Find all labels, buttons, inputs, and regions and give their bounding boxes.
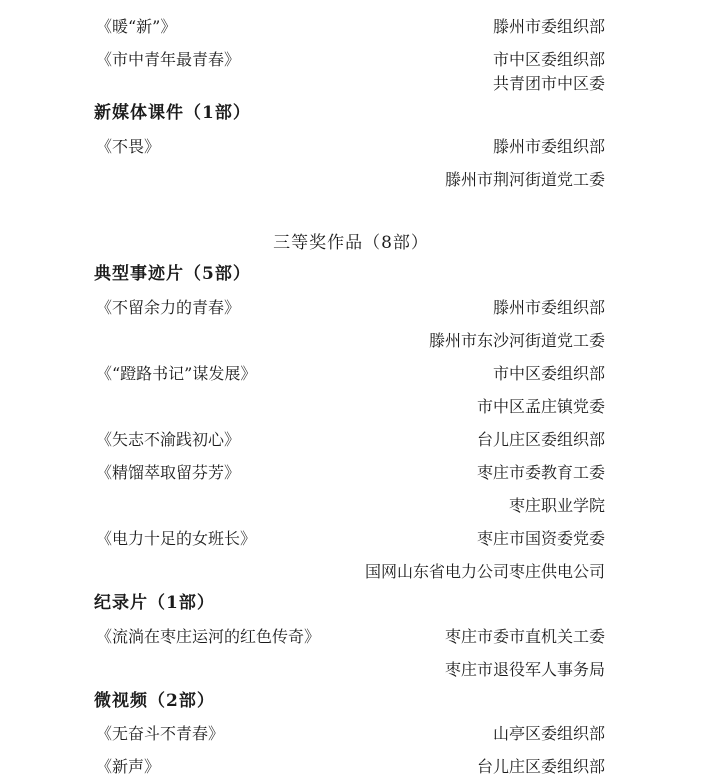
organization: 枣庄市国资委党委 [476, 529, 605, 548]
work-title: 《矢志不渝践初心》 [96, 430, 241, 449]
work-title: 《市中青年最青春》 [96, 50, 241, 69]
organization: 市中区委组织部 [492, 50, 605, 69]
work-title: 《无奋斗不青春》 [96, 724, 225, 743]
section-heading [0, 101, 702, 125]
heading-new-media: 新媒体课件（1部） [94, 103, 251, 123]
work-title: 《不留余力的青春》 [96, 298, 241, 317]
heading-documentary: 纪录片（1部） [94, 593, 215, 613]
list-item [0, 296, 702, 320]
list-item [0, 722, 702, 746]
work-title: 《流淌在枣庄运河的红色传奇》 [96, 627, 321, 646]
list-item [0, 362, 702, 386]
organization: 滕州市委组织部 [492, 17, 605, 36]
list-item [0, 527, 702, 551]
section-heading [0, 689, 702, 713]
work-title: 《“蹬路书记”谋发展》 [96, 364, 257, 383]
list-item-org-line [0, 494, 702, 518]
organization: 枣庄市委教育工委 [476, 463, 605, 482]
section-heading [0, 591, 702, 615]
list-item [0, 15, 702, 39]
organization: 滕州市委组织部 [492, 298, 605, 317]
organization: 市中区委组织部 [492, 364, 605, 383]
heading-typical-deeds: 典型事迹片（5部） [94, 264, 251, 284]
heading-micro-video: 微视频（2部） [94, 691, 215, 711]
list-item [0, 428, 702, 452]
organization: 共青团市中区委 [492, 74, 605, 93]
heading-third-prize: 三等奖作品（8部） [273, 233, 429, 253]
section-heading [0, 231, 702, 255]
list-item [0, 48, 702, 72]
list-item-org-line [0, 72, 702, 96]
list-item-org-line [0, 560, 702, 584]
list-item-org-line [0, 329, 702, 353]
organization: 市中区孟庄镇党委 [476, 397, 605, 416]
list-item [0, 625, 702, 649]
work-title: 《不畏》 [96, 137, 161, 156]
list-item [0, 461, 702, 485]
list-item-org-line [0, 395, 702, 419]
organization: 枣庄市委市直机关工委 [444, 627, 605, 646]
organization: 枣庄职业学院 [508, 496, 605, 515]
section-heading [0, 262, 702, 286]
work-title: 《电力十足的女班长》 [96, 529, 257, 548]
organization: 滕州市委组织部 [492, 137, 605, 156]
organization: 枣庄市退役军人事务局 [444, 660, 605, 679]
work-title: 《新声》 [96, 757, 161, 776]
list-item [0, 135, 702, 159]
organization: 台儿庄区委组织部 [476, 430, 605, 449]
work-title: 《暖“新”》 [96, 17, 177, 36]
list-item-org-line [0, 168, 702, 192]
organization: 滕州市东沙河街道党工委 [428, 331, 605, 350]
list-item [0, 755, 702, 779]
list-item-org-line [0, 658, 702, 682]
work-title: 《精馏萃取留芬芳》 [96, 463, 241, 482]
organization: 台儿庄区委组织部 [476, 757, 605, 776]
organization: 国网山东省电力公司枣庄供电公司 [364, 562, 605, 581]
organization: 滕州市荆河街道党工委 [444, 170, 605, 189]
organization: 山亭区委组织部 [492, 724, 605, 743]
